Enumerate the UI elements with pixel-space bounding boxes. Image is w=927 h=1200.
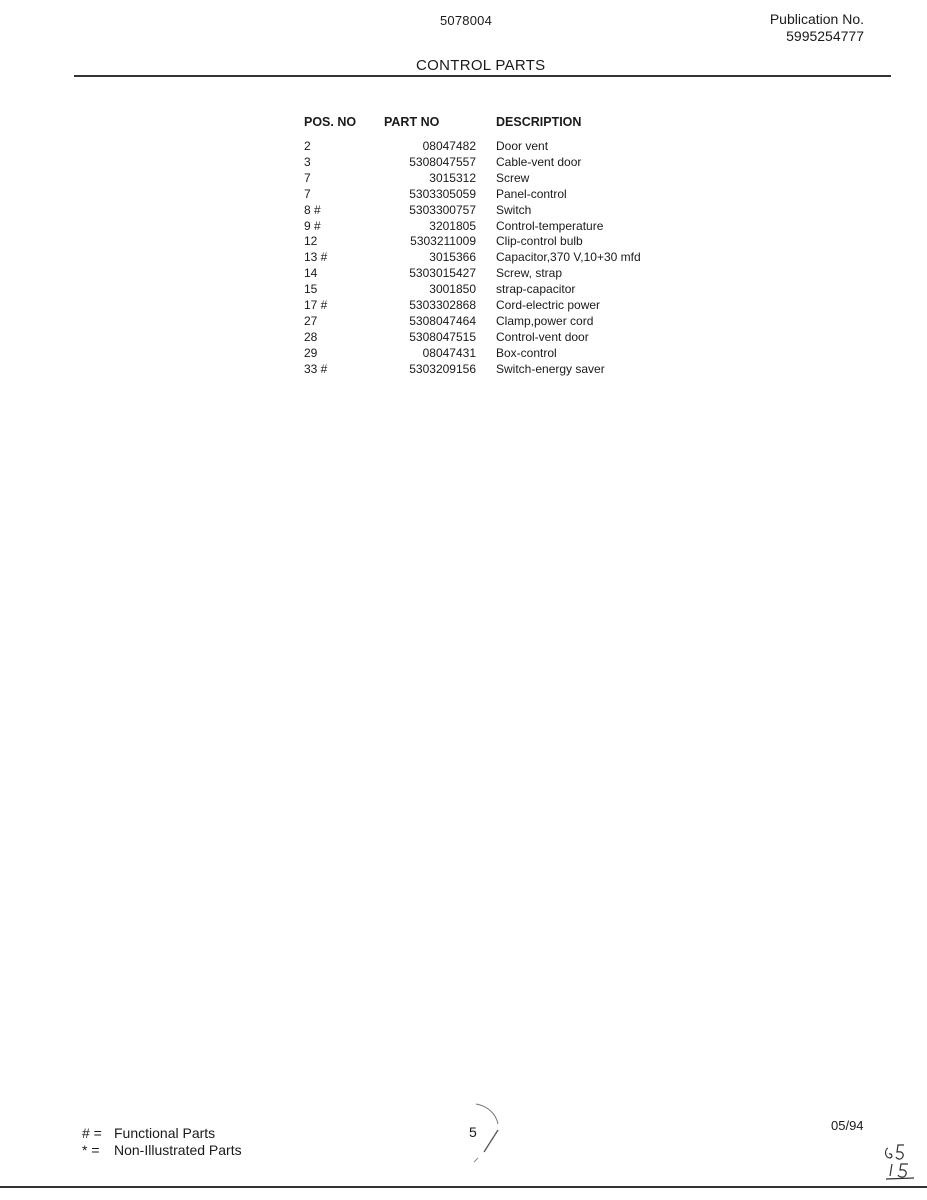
publication-number: 5995254777: [786, 28, 864, 44]
part-cell: 3001850: [429, 282, 476, 297]
publication-label: Publication No.: [769, 11, 864, 27]
part-cell: 08047482: [422, 139, 476, 153]
description-cell: Panel-control: [496, 186, 567, 201]
page-number: 5: [469, 1124, 477, 1140]
description-cell: Box-control: [496, 345, 557, 360]
part-cell: 5303305059: [409, 186, 476, 201]
legend-item-non-illustrated: [82, 1142, 242, 1159]
table-row: [300, 330, 696, 346]
part-cell: 08047431: [422, 345, 476, 360]
table-row: [300, 298, 696, 314]
table-row: [300, 155, 696, 171]
pos-cell: 9 #: [304, 218, 321, 233]
document-number: 5078004: [440, 13, 493, 28]
part-cell: 3201805: [429, 218, 476, 233]
part-cell: 5303211009: [410, 234, 476, 249]
pos-cell: 2: [304, 139, 311, 153]
description-cell: strap-capacitor: [496, 282, 576, 297]
part-cell: 5308047557: [409, 154, 476, 169]
pos-cell: 12: [304, 234, 318, 249]
pos-cell: 3: [304, 154, 311, 169]
part-cell: 5303015427: [409, 266, 476, 281]
legend-item-functional: [82, 1125, 242, 1142]
pos-cell: 15: [304, 282, 318, 297]
legend-symbol: * =: [82, 1142, 100, 1158]
part-cell: 5303300757: [409, 202, 476, 217]
pos-cell: 14: [304, 266, 318, 281]
description-cell: Switch: [496, 202, 532, 217]
part-cell: 3015366: [429, 250, 476, 265]
column-header-description: DESCRIPTION: [496, 115, 582, 129]
description-cell: Cord-electric power: [496, 298, 601, 313]
section-title: CONTROL PARTS: [416, 57, 546, 74]
footer-divider: [0, 1186, 927, 1188]
description-cell: Cable-vent door: [496, 154, 582, 169]
description-cell: Switch-energy saver: [496, 361, 605, 376]
column-header-pos: POS. NO: [304, 115, 357, 129]
revision-date: 05/94: [831, 1118, 864, 1133]
legend-symbol: # =: [82, 1125, 102, 1141]
pos-cell: 7: [304, 186, 311, 201]
legend: [82, 1125, 242, 1159]
part-cell: 5303209156: [409, 361, 476, 376]
pos-cell: 27: [304, 313, 318, 328]
parts-table: [300, 115, 696, 378]
pos-cell: 13 #: [304, 250, 328, 265]
part-cell: 5308047515: [409, 329, 476, 344]
table-header-row: [300, 115, 696, 139]
table-row: [300, 250, 696, 266]
description-cell: Screw: [496, 170, 530, 185]
pos-cell: 33 #: [304, 361, 328, 376]
table-row: [300, 346, 696, 362]
legend-text: Functional Parts: [114, 1125, 216, 1141]
pos-cell: 8 #: [304, 202, 321, 217]
table-row: [300, 219, 696, 235]
table-row: [300, 203, 696, 219]
pos-cell: 7: [304, 170, 311, 185]
handwritten-note-icon: [882, 1142, 918, 1187]
header-divider: [74, 75, 891, 77]
publication-block: [770, 11, 864, 45]
part-cell: 5308047464: [409, 313, 476, 328]
part-cell: 3015312: [429, 170, 476, 185]
table-row: [300, 187, 696, 203]
description-cell: Clamp,power cord: [496, 313, 594, 328]
description-cell: Control-temperature: [496, 218, 604, 233]
pos-cell: 29: [304, 345, 318, 360]
pos-cell: 28: [304, 329, 318, 344]
part-cell: 5303302868: [409, 298, 476, 313]
description-cell: Door vent: [496, 139, 549, 153]
legend-text: Non-Illustrated Parts: [114, 1142, 242, 1158]
table-row: [300, 362, 696, 378]
column-header-part: PART NO: [384, 115, 440, 129]
description-cell: Clip-control bulb: [496, 234, 583, 249]
table-row: [300, 266, 696, 282]
table-row: [300, 314, 696, 330]
table-row: [300, 139, 696, 155]
table-row: [300, 171, 696, 187]
description-cell: Screw, strap: [496, 266, 563, 281]
table-row: [300, 282, 696, 298]
pos-cell: 17 #: [304, 298, 328, 313]
table-row: [300, 234, 696, 250]
description-cell: Control-vent door: [496, 329, 589, 344]
description-cell: Capacitor,370 V,10+30 mfd: [496, 250, 641, 265]
